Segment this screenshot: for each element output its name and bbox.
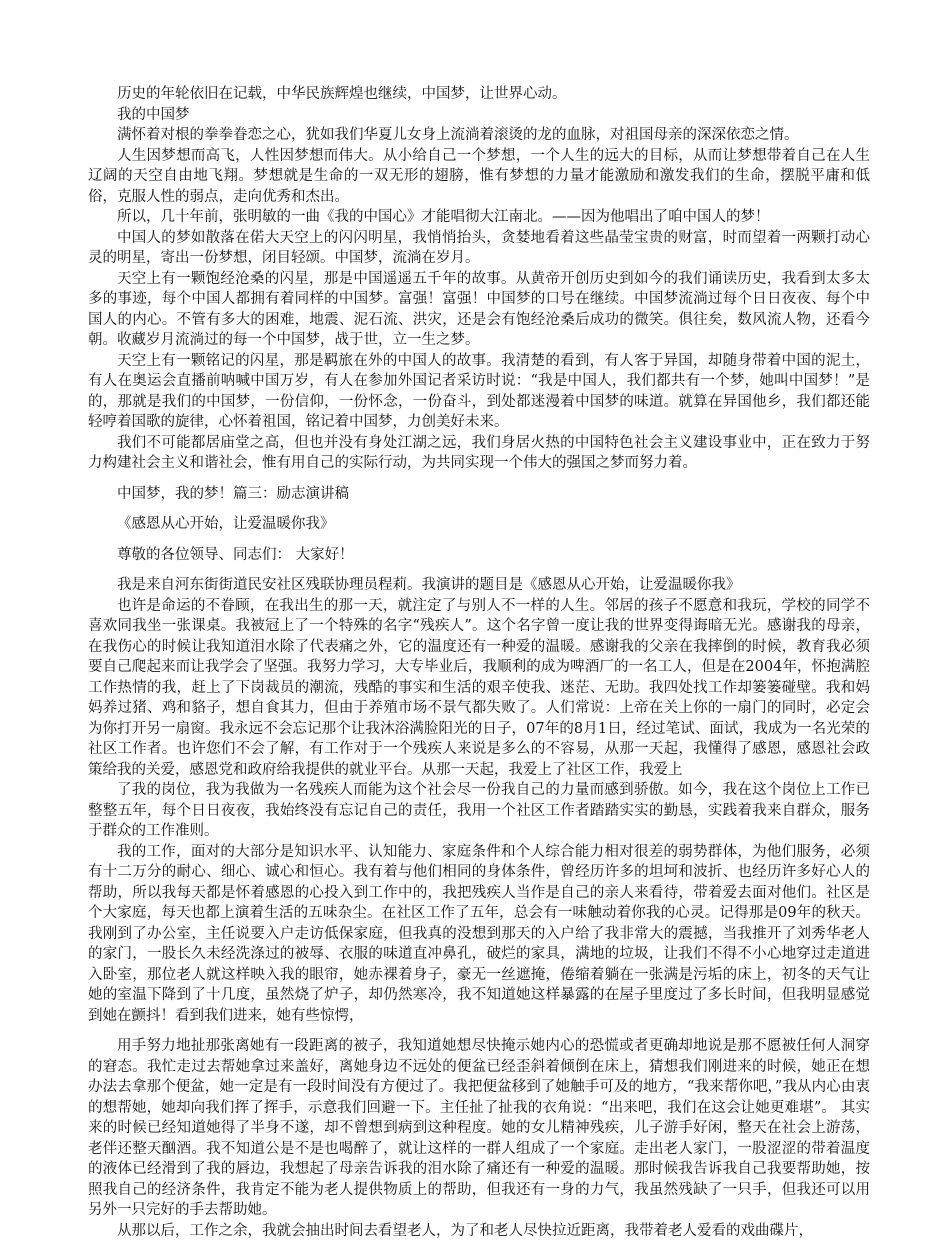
paragraph: 人生因梦想而高飞，人性因梦想而伟大。从小给自己一个梦想，一个人生的远大的目标，从而让梦想带着自己在人生辽阔的天空自由地飞翔。梦想就是生命的一双无形的翅膀，惟有梦想的力量才能激励和激发我们的生命，摆脱平庸和低俗，克服人性的弱点，走向优秀和杰出。 (88, 146, 870, 208)
paragraph: 也许是命运的不眷顾，在我出生的那一天，就注定了与别人不一样的人生。邻居的孩子不愿意和我玩，学校的同学不喜欢同我坐一张课桌。我被冠上了一个特殊的名字“残疾人”。这个名字曾一度让我的世界变得诲暗无光。感谢我的母亲，在我伤心的时候让我知道泪水除了代表痛之外，它的温度还有一种爱的温暖。感谢我的父亲在我摔倒的时候，教育我必须要自己爬起来而让我学会了坚强。我努力学习，大专毕业后，我顺利的成为啤酒厂的一名工人，但是在2004年，怀抱满腔工作热情的我，赶上了下岗裁员的潮流，残酷的事实和生活的艰辛使我、迷茫、无助。我四处找工作却篓篓碰壁。我和妈妈养过猪、鸡和貉子，想自食其力，但由于养殖市场不景气都失败了。人们常说：上帝在关上你的一扇门的同时，必定会为你打开另一扇窗。我永远不会忘记那个让我沐浴满脸阳光的日子，07年的8月1日，经过笔试、面试，我成为一名光荣的社区工作者。也许您们不会了解，有工作对于一个残疾人来说是多么的不容易，从那一天起，我懂得了感恩，感恩社会政策给我的关爱，感恩党和政府给我提供的就业平台。从那一天起，我爱上了社区工作，我爱上 (88, 596, 870, 781)
section-heading: 我的中国梦 (88, 105, 870, 126)
paragraph: 所以，几十年前，张明敏的一曲《我的中国心》才能唱彻大江南北。——因为他唱出了咱中国人的梦！ (88, 207, 870, 228)
salutation: 尊敬的各位领导、同志们： 大家好！ (88, 545, 870, 566)
paragraph: 我们不可能都居庙堂之高，但也并没有身处江湖之远，我们身居火热的中国特色社会主义建设事业中，正在致力于努力构建社会主义和谐社会，惟有用自己的实际行动，为共同实现一个伟大的强国之梦而努力着。 (88, 433, 870, 474)
paragraph: 了我的岗位，我为我做为一名残疾人而能为这个社会尽一份我自己的力量而感到骄傲。如今，我在这个岗位上工作已整整五年，每个日日夜夜，我始终没有忘记自己的责任，我用一个社区工作者踏踏实实的勤恳，实践着我来自群众，服务于群众的工作准则。 (88, 780, 870, 842)
speech-title: 《感恩从心开始，让爱温暖你我》 (88, 514, 870, 535)
paragraph: 天空上有一颗铭记的闪星，那是羁旅在外的中国人的故事。我清楚的看到，有人客于异国，却随身带着中国的泥土，有人在奥运会直播前呐喊中国万岁，有人在参加外国记者采访时说：“我是中国人，我们都共有一个梦，她叫中国梦！”是的，那就是我们的中国梦，一份信仰，一份怀念，一份奋斗，到处都迷漫着中国梦的味道。就算在异国他乡，我们都还能轻哼着国歌的旋律，心怀着祖国，铭记着中国梦，力创美好未来。 (88, 351, 870, 433)
paragraph: 我是来自河东街街道民安社区残联协理员程莉。我演讲的题目是《感恩从心开始，让爱温暖你我》 (88, 575, 870, 596)
paragraph: 我的工作，面对的大部分是知识水平、认知能力、家庭条件和个人综合能力相对很差的弱势群体，为他们服务，必须有十二万分的耐心、细心、诚心和恒心。我有着与他们相同的身体条件，曾经历许多的坦坷和波折、也经历许多好心人的帮助，所以我每天都是怀着感恩的心投入到工作中的，我把残疾人当作是自己的亲人来看待，带着爱去面对他们。社区是个大家庭，每天也都上演着生活的五味杂尘。在社区工作了五年，总会有一味触动着你我的心灵。记得那是09年的秋天。我刚到了办公室，主任说要入户走访低保家庭，但我真的没想到那天的入户给了我非常大的震撼，当我推开了刘秀华老人的家门，一股长久未经洗涤过的被辱、衣服的味道直冲鼻孔，破烂的家具，满地的垃圾，让我们不得不小心地穿过走道进入卧室，那位老人就这样映入我的眼帘，她赤裸着身子，豪无一丝遮掩，倦缩着躺在一张满是污垢的床上，初冬的天气让她的室温下降到了十几度，虽然烧了炉子，却仍然寒冷，我不知道她这样暴露的在屋子里度过了多长时间，但我明显感觉到她在颤抖！看到我们进来，她有些惊愕， (88, 842, 870, 1027)
paragraph: 中国人的梦如散落在偌大天空上的闪闪明星，我悄悄抬头，贪婪地看着这些晶莹宝贵的财富，时而望着一两颗打动心灵的明星，寄出一份梦想，闭目轻颂。中国梦，流淌在岁月。 (88, 228, 870, 269)
section-heading: 中国梦，我的梦！篇三：励志演讲稿 (88, 484, 870, 505)
paragraph: 天空上有一颗饱经沧桑的闪星，那是中国遥遥五千年的故事。从黄帝开创历史到如今的我们诵读历史，我看到太多太多的事迹，每个中国人都拥有着同样的中国梦。富强！富强！中国梦的口号在继续。中国梦流淌过每个日日夜夜、每个中国人的内心。不管有多大的困难，地震、泥石流、洪灾，还是会有饱经沧桑后成功的微笑。俱往矣，数风流人物，还看今朝。收藏岁月流淌过的每一个中国梦，战于世，立一生之梦。 (88, 269, 870, 351)
paragraph: 用手努力地扯那张离她有一段距离的被子，我知道她想尽快掩示她内心的恐慌或者更确却地说是那不愿被任何人洞穿的窘态。我忙走过去帮她拿过来盖好，离她身边不远处的便盆已经歪斜着倾倒在床上，猜想我们刚进来的时候，她正在想办法去拿那个便盆，她一定是有一段时间没有方便过了。我把便盆移到了她触手可及的地方，“我来帮你吧，”我从内心由衷的想帮她，她却向我们挥了挥手，示意我们回避一下。主任扯了扯我的衣角说：“出来吧，我们在这会让她更难堪”。 其实来的时候已经知道她得了半身不遂，却不曾想到病到这种程度。她的女儿精神残疾，儿子游手好闲，整天在社会上游荡，老伴还整天酗酒。我不知道公是不是也喝醉了，就让这样的一群人组成了一个家庭。走出老人家门，一股涩涩的带着温度的液体已经滑到了我的唇边，我想起了母亲告诉我的泪水除了痛还有一种爱的温暖。那时候我告诉我自己我要帮助她，按照我自己的经济条件，我肯定不能为老人提供物质上的帮助，但我还有一身的力气，我虽然残缺了一只手，但我还可以用另外一只完好的手去帮助她。 (88, 1036, 870, 1221)
paragraph: 满怀着对根的拳拳眷恋之心，犹如我们华夏儿女身上流淌着滚烫的龙的血脉，对祖国母亲的深深依恋之情。 (88, 125, 870, 146)
paragraph: 从那以后，工作之余，我就会抽出时间去看望老人，为了和老人尽快拉近距离，我带着老人爱看的戏曲碟片， (88, 1221, 870, 1241)
paragraph: 历史的年轮依旧在记载，中华民族辉煌也继续，中国梦，让世界心动。 (88, 84, 870, 105)
